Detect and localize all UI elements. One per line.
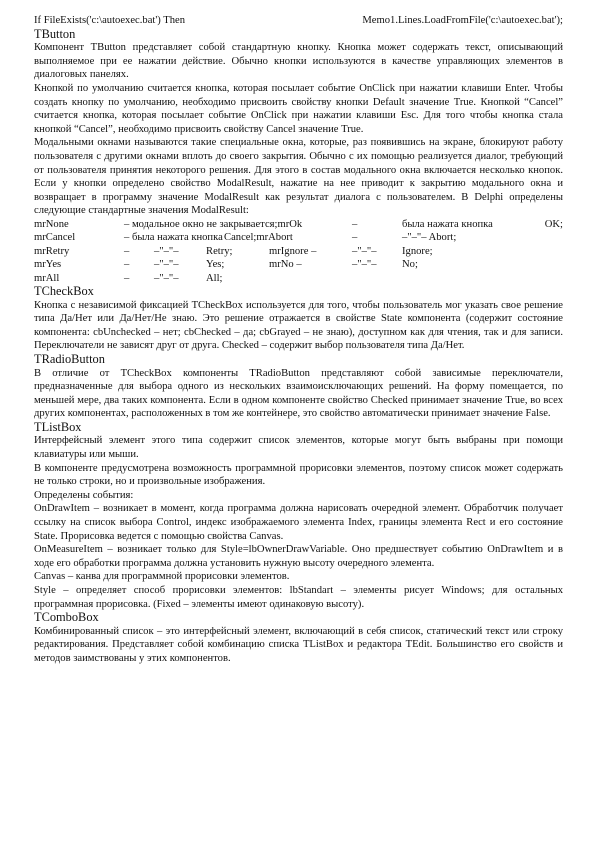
paragraph: Комбинированный список – это интерфейсный элемент, включающий в себя список, статический текст или строку редактирования. Представляет собой комбинацию списка TListBox и редактора TEdit. Большинство его свойств и методов заимствованы у этих компонентов. — [34, 625, 563, 664]
paragraph: Компонент TButton представляет собой стандартную кнопку. Кнопка может содержать текст, описывающий выполняемое при ее нажатии действие. Обычно кнопки используются в качестве управляющих элементов в диалоговых панелях. — [34, 42, 563, 81]
modal-result-dash: – — [124, 259, 130, 271]
modal-result-value: No; — [402, 259, 418, 271]
modal-result-value: Yes; — [206, 259, 225, 271]
paragraph: В компоненте предусмотрена возможность программной прорисовки элементов, поэтому список может содержать не только строки, но и произвольные изображения. — [34, 462, 563, 488]
code-line-condition: If FileExists('c:\autoexec.bat') Then — [34, 15, 186, 26]
section-heading-tcheckbox: TCheckBox — [34, 283, 94, 298]
modal-result-dash: – — [124, 272, 130, 284]
modal-result-ditto: –"–"– — [352, 259, 377, 271]
modal-result-name: mrAll — [34, 272, 60, 284]
paragraph: OnDrawItem – возникает в момент, когда программа должна нарисовать очередной элемент. Обработчик получает ссылку на список выбора Control, индекс изображаемого элемента Index, границы элемента Rect и его состояние State. Прорисовка ведется с помощью свойства Canvas. — [34, 503, 563, 542]
section-heading-tlistbox: TListBox — [34, 419, 82, 434]
paragraph: Интерфейсный элемент этого типа содержит список элементов, которые могут быть выбраны при помощи клавиатуры или мыши. — [34, 435, 563, 461]
modal-result-value: Retry; — [206, 245, 233, 257]
paragraph: Canvas – канва для программной прорисовки элементов. — [34, 571, 290, 583]
paragraph: Style – определяет способ прорисовки элементов: lbStandart – элементы рисует Windows; для остальных программная прорисовка. (Fixed – элементы имеют одинаковую высоту). — [34, 585, 563, 610]
modal-result-name: mrYes — [34, 259, 62, 271]
code-line — [34, 14, 563, 28]
paragraph: Определены события: — [34, 489, 134, 501]
section-heading-tradiobutton: TRadioButton — [34, 351, 105, 366]
modal-result-description: – модальное окно не закрывается;mrOk — [124, 218, 303, 230]
modal-result-name: mrCancel — [34, 232, 76, 244]
modal-result-dash: – — [352, 232, 358, 244]
modal-result-row — [34, 231, 563, 244]
modal-result-ditto: –"–"– — [154, 272, 179, 284]
modal-result-name: mrRetry — [34, 245, 70, 257]
modal-result-value: All; — [206, 272, 223, 284]
paragraph: Модальными окнами называются такие специальные окна, которые, раз появившись на экране, блокируют работу пользователя с другими окнами вплоть до своего закрытия. Обычно с их помощью реализуется диалог, требующий от пользователя принятия некоторого решения. Для этого в состав модального окна включается несколько кнопок. Если у кнопки определено свойство ModalResult, нажатие на нее приводит к закрытию модального окна и возвращает в программу значение ModalResult как результат диалога с пользователем. В Delphi определены следующие стандартные значения ModalResult: — [34, 137, 563, 217]
paragraph: Кнопкой по умолчанию считается кнопка, которая посылает событие OnClick при нажатии клавиши Enter. Чтобы создать кнопку по умолчанию, необходимо присвоить свойству кнопки Default значение True. Кнопкой “Cancel” считается кнопка, которая посылает событие OnClick при нажатии клавиши Esc. Для того чтобы кнопка стала кнопкой “Cancel”, необходимо присвоить свойству Cancel значение True. — [34, 82, 563, 135]
modal-result-value: –"–"– Abort; — [402, 232, 457, 244]
modal-result-row — [34, 258, 563, 271]
modal-result-ditto: –"–"– — [352, 245, 377, 257]
modal-result-row — [34, 272, 563, 285]
modal-result-row — [34, 245, 563, 258]
section-heading-tcombobox: TComboBox — [34, 610, 99, 625]
code-line-statement: Memo1.Lines.LoadFromFile('c:\autoexec.bat'); — [362, 15, 563, 26]
modal-result-description: – была нажата кнопка — [124, 232, 223, 244]
paragraph: В отличие от TCheckBox компоненты TRadioButton представляют собой зависимые переключатели, предназначенные для выбора одного из нескольких взаимоисключающих решений. На форму помещается, по меньшей мере, два таких компонента. Если в одном компоненте свойство Checked принимает значение True, во всех других компонентах, расположенных в том же контейнере, это свойство автоматически принимает значение False. — [34, 367, 563, 420]
modal-result-value: Ignore; — [402, 245, 433, 257]
section-heading-tbutton: TButton — [34, 26, 76, 41]
modal-result-name: mrIgnore – — [269, 245, 317, 257]
modal-result-name: mrNone — [34, 218, 69, 230]
modal-result-table — [34, 218, 563, 285]
modal-result-row — [34, 218, 563, 231]
modal-result-dash: – — [352, 218, 358, 230]
paragraph: OnMeasureItem – возникает только для Style=lbOwnerDrawVariable. Оно предшествует событию OnDrawItem и в ходе его обработки программа должна установить нужную высоту очередного элемента. — [34, 544, 563, 569]
modal-result-ditto: –"–"– — [154, 259, 179, 271]
modal-result-value: была нажата кнопка OK; — [402, 218, 563, 230]
modal-result-description: Cancel;mrAbort — [224, 232, 293, 244]
modal-result-dash: – — [124, 245, 130, 257]
paragraph: Кнопка с независимой фиксацией TCheckBox используется для того, чтобы пользователь мог указать свое решение типа Да/Нет или Да/Нет/Не знаю. Это решение отражается в свойстве State компонента (содержит состояние компонента: cbUnchecked – нет; cbChecked – да; cbGrayed – не знаю), доступном как для чтения, так и для записи. Переключатели не зависят друг от друга. Checked – содержит выбор пользователя типа Да/Нет. — [34, 299, 563, 352]
modal-result-ditto: –"–"– — [154, 245, 179, 257]
modal-result-name: mrNo – — [269, 259, 302, 271]
